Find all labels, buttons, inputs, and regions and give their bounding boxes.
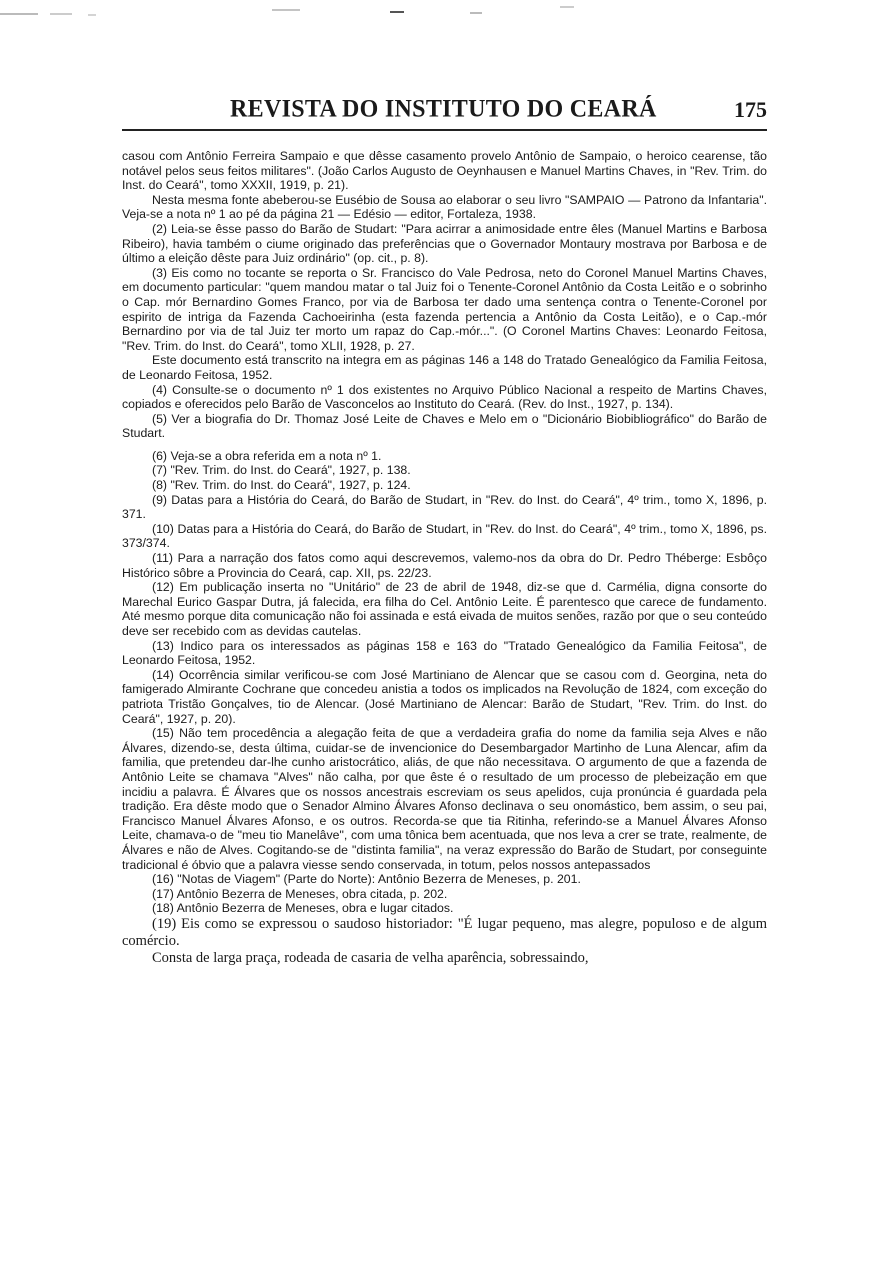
note-7: (7) "Rev. Trim. do Inst. do Ceará", 1927, p. 138.	[152, 463, 411, 478]
page-number: 175	[734, 97, 767, 122]
footnotes-body	[122, 149, 767, 916]
paragraph: Nesta mesma fonte abeberou-se Eusébio de Sousa ao elaborar o seu livro "SAMPAIO — Patrono da Infantaria". Veja-se a nota nº 1 ao pé da página 21 — Edésio — editor, Fortaleza, 1938.	[122, 192, 767, 222]
paragraph: Este documento está transcrito na integra em as páginas 146 a 148 do Tratado Genealógico da Familia Feitosa, de Leonardo Feitosa, 1952.	[122, 353, 767, 382]
note-12: (12) Em publicação inserta no "Unitário" de 23 de abril de 1948, diz-se que d. Carmélia, digna consorte do Marechal Eurico Gaspar Dutra, já falecida, era filha do Cel. Antônio Leite. É parentesco que carece de fundamento. Até mesmo porque dita comunicação não foi assinada e está eivada de muitos senões, razão por que o seu conteúdo deve ser recebido com as devidas cautelas.	[122, 580, 767, 638]
paragraph: Consta de larga praça, rodeada de casaria de velha aparência, sobressaindo,	[152, 949, 589, 966]
note-16: (16) "Notas de Viagem" (Parte do Norte): Antônio Bezerra de Meneses, p. 201.	[152, 872, 581, 887]
note-11: (11) Para a narração dos fatos como aqui descrevemos, valemo-nos da obra do Dr. Pedro Théberge: Esbôço Histórico sôbre a Provincia do Ceará, cap. XII, ps. 22/23.	[122, 551, 767, 580]
note-15: (15) Não tem procedência a alegação feita de que a verdadeira grafia do nome da familia seja Alves e não Álvares, dizendo-se, desta última, cuidar-se de invencionice do Desembargador Martinho de Luna Alencar, afim da familia, que pretendeu dar-lhe cunho aristocrático, aliás, de que não necessitava. O argumento de que a fazenda de Antônio Leite se chamava "Alves" não calha, por que êste é o resultado de um processo de plebeização em que incidiu a palavra. É Álvares que os nossos ancestrais escreviam os seus apelidos, cuja pronúncia é guardada pela tradição. Era dêste modo que o Senador Almino Álvares Afonso declinava o seu onomástico, bem assim, o seu pai, Francisco Manuel Álvares Afonso, e os outros. Recorda-se que tia Ritinha, referindo-se a Manuel Álvares Afonso Leite, chamava-o de "meu tio Manelâve", com uma tônica bem acentuada, que nos leva a crer se trate, realmente, de Álvares e não de Alves. Cogitando-se de "distinta familia", na veraz expressão do Barão de Studart, por conseguinte tradicional é óbvio que a palavra viesse sendo conservada, in totum, pelos nossos antepassados	[122, 726, 767, 872]
paragraph: casou com Antônio Ferreira Sampaio e que dêsse casamento provelo Antônio de Sampaio, o heroico cearense, tão notável pelos seus feitos militares". (João Carlos Augusto de Oeynhausen e Manuel Martins Chaves, in "Rev. Trim. do Inst. do Ceará", tomo XXXII, 1919, p. 21).	[122, 149, 767, 193]
running-header	[122, 96, 767, 131]
note-17: (17) Antônio Bezerra de Meneses, obra citada, p. 202.	[152, 886, 448, 901]
note-14: (14) Ocorrência similar verificou-se com José Martiniano de Alencar que se casou com d. Georgina, neta do famigerado Almirante Cochrane que concedeu anistia a todos os implicados na Revolução de 1824, com exceção do patriota Tristão Gonçalves, tio de Alencar. (José Martiniano de Alencar: Barão de Studart, "Rev. Trim. do Inst. do Ceará", 1927, p. 20).	[122, 667, 767, 726]
journal-title: REVISTA DO INSTITUTO DO CEARÁ	[230, 95, 657, 123]
note-5: (5) Ver a biografia do Dr. Thomaz José Leite de Chaves e Melo em o "Dicionário Biobibliográfico" do Barão de Studart.	[122, 411, 767, 441]
note-3: (3) Eis como no tocante se reporta o Sr. Francisco do Vale Pedrosa, neto do Coronel Manuel Martins Chaves, em documento particular: "quem mandou matar o tal Juiz foi o Tenente-Coronel Antônio da Costa Leitão e o sobrinho o Cap. mór Bernardino Gomes Franco, por via de Barbosa ter dado uma sentença contra o Tenente-Coronel por espirito de intriga da Fazenda Cachoeirinha (esta fazenda pertencia a Antônio da Costa Leitão), e o Cap.-mór Bernardino por via de tal Juiz ter morto um rapaz do Cap.-mór...". (O Coronel Martins Chaves: Leonardo Feitosa, "Rev. Trim. do Inst. do Ceará", tomo XLII, 1928, p. 27.	[122, 265, 767, 353]
note-4: (4) Consulte-se o documento nº 1 dos existentes no Arquivo Público Nacional a respeito de Martins Chaves, copiados e oferecidos pelo Barão de Vasconcelos ao Instituto do Ceará. (Rev. do Inst., 1927, p. 134).	[122, 382, 767, 412]
note-10: (10) Datas para a História do Ceará, do Barão de Studart, in "Rev. do Inst. do Ceará", 4º trim., tomo X, 1896, ps. 373/374.	[122, 521, 767, 551]
document-page	[122, 96, 767, 967]
note-19: (19) Eis como se expressou o saudoso historiador: "É lugar pequeno, mas alegre, populoso e de algum comércio.	[122, 915, 767, 949]
note-18: (18) Antônio Bezerra de Meneses, obra e lugar citados.	[152, 901, 454, 916]
note-13: (13) Indico para os interessados as páginas 158 e 163 do "Tratado Genealógico da Familia Feitosa", de Leonardo Feitosa, 1952.	[122, 638, 767, 668]
note-8: (8) "Rev. Trim. do Inst. do Ceará", 1927, p. 124.	[152, 478, 411, 493]
scan-artifact-marks	[0, 4, 893, 18]
note-2: (2) Leia-se êsse passo do Barão de Studart: "Para acirrar a animosidade entre êles (Manuel Martins e Barbosa Ribeiro), havia também o ciume originado das preferências que o Governador Montaury mostrava por Barbosa e de último a eleição dêste para Juiz ordinário" (op. cit., p. 8).	[122, 221, 767, 266]
closing-text	[122, 916, 767, 967]
note-6: (6) Veja-se a obra referida em a nota nº 1.	[152, 448, 382, 463]
note-9: (9) Datas para a História do Ceará, do Barão de Studart, in "Rev. do Inst. do Ceará", 4º trim., tomo X, 1896, p. 371.	[122, 492, 767, 522]
